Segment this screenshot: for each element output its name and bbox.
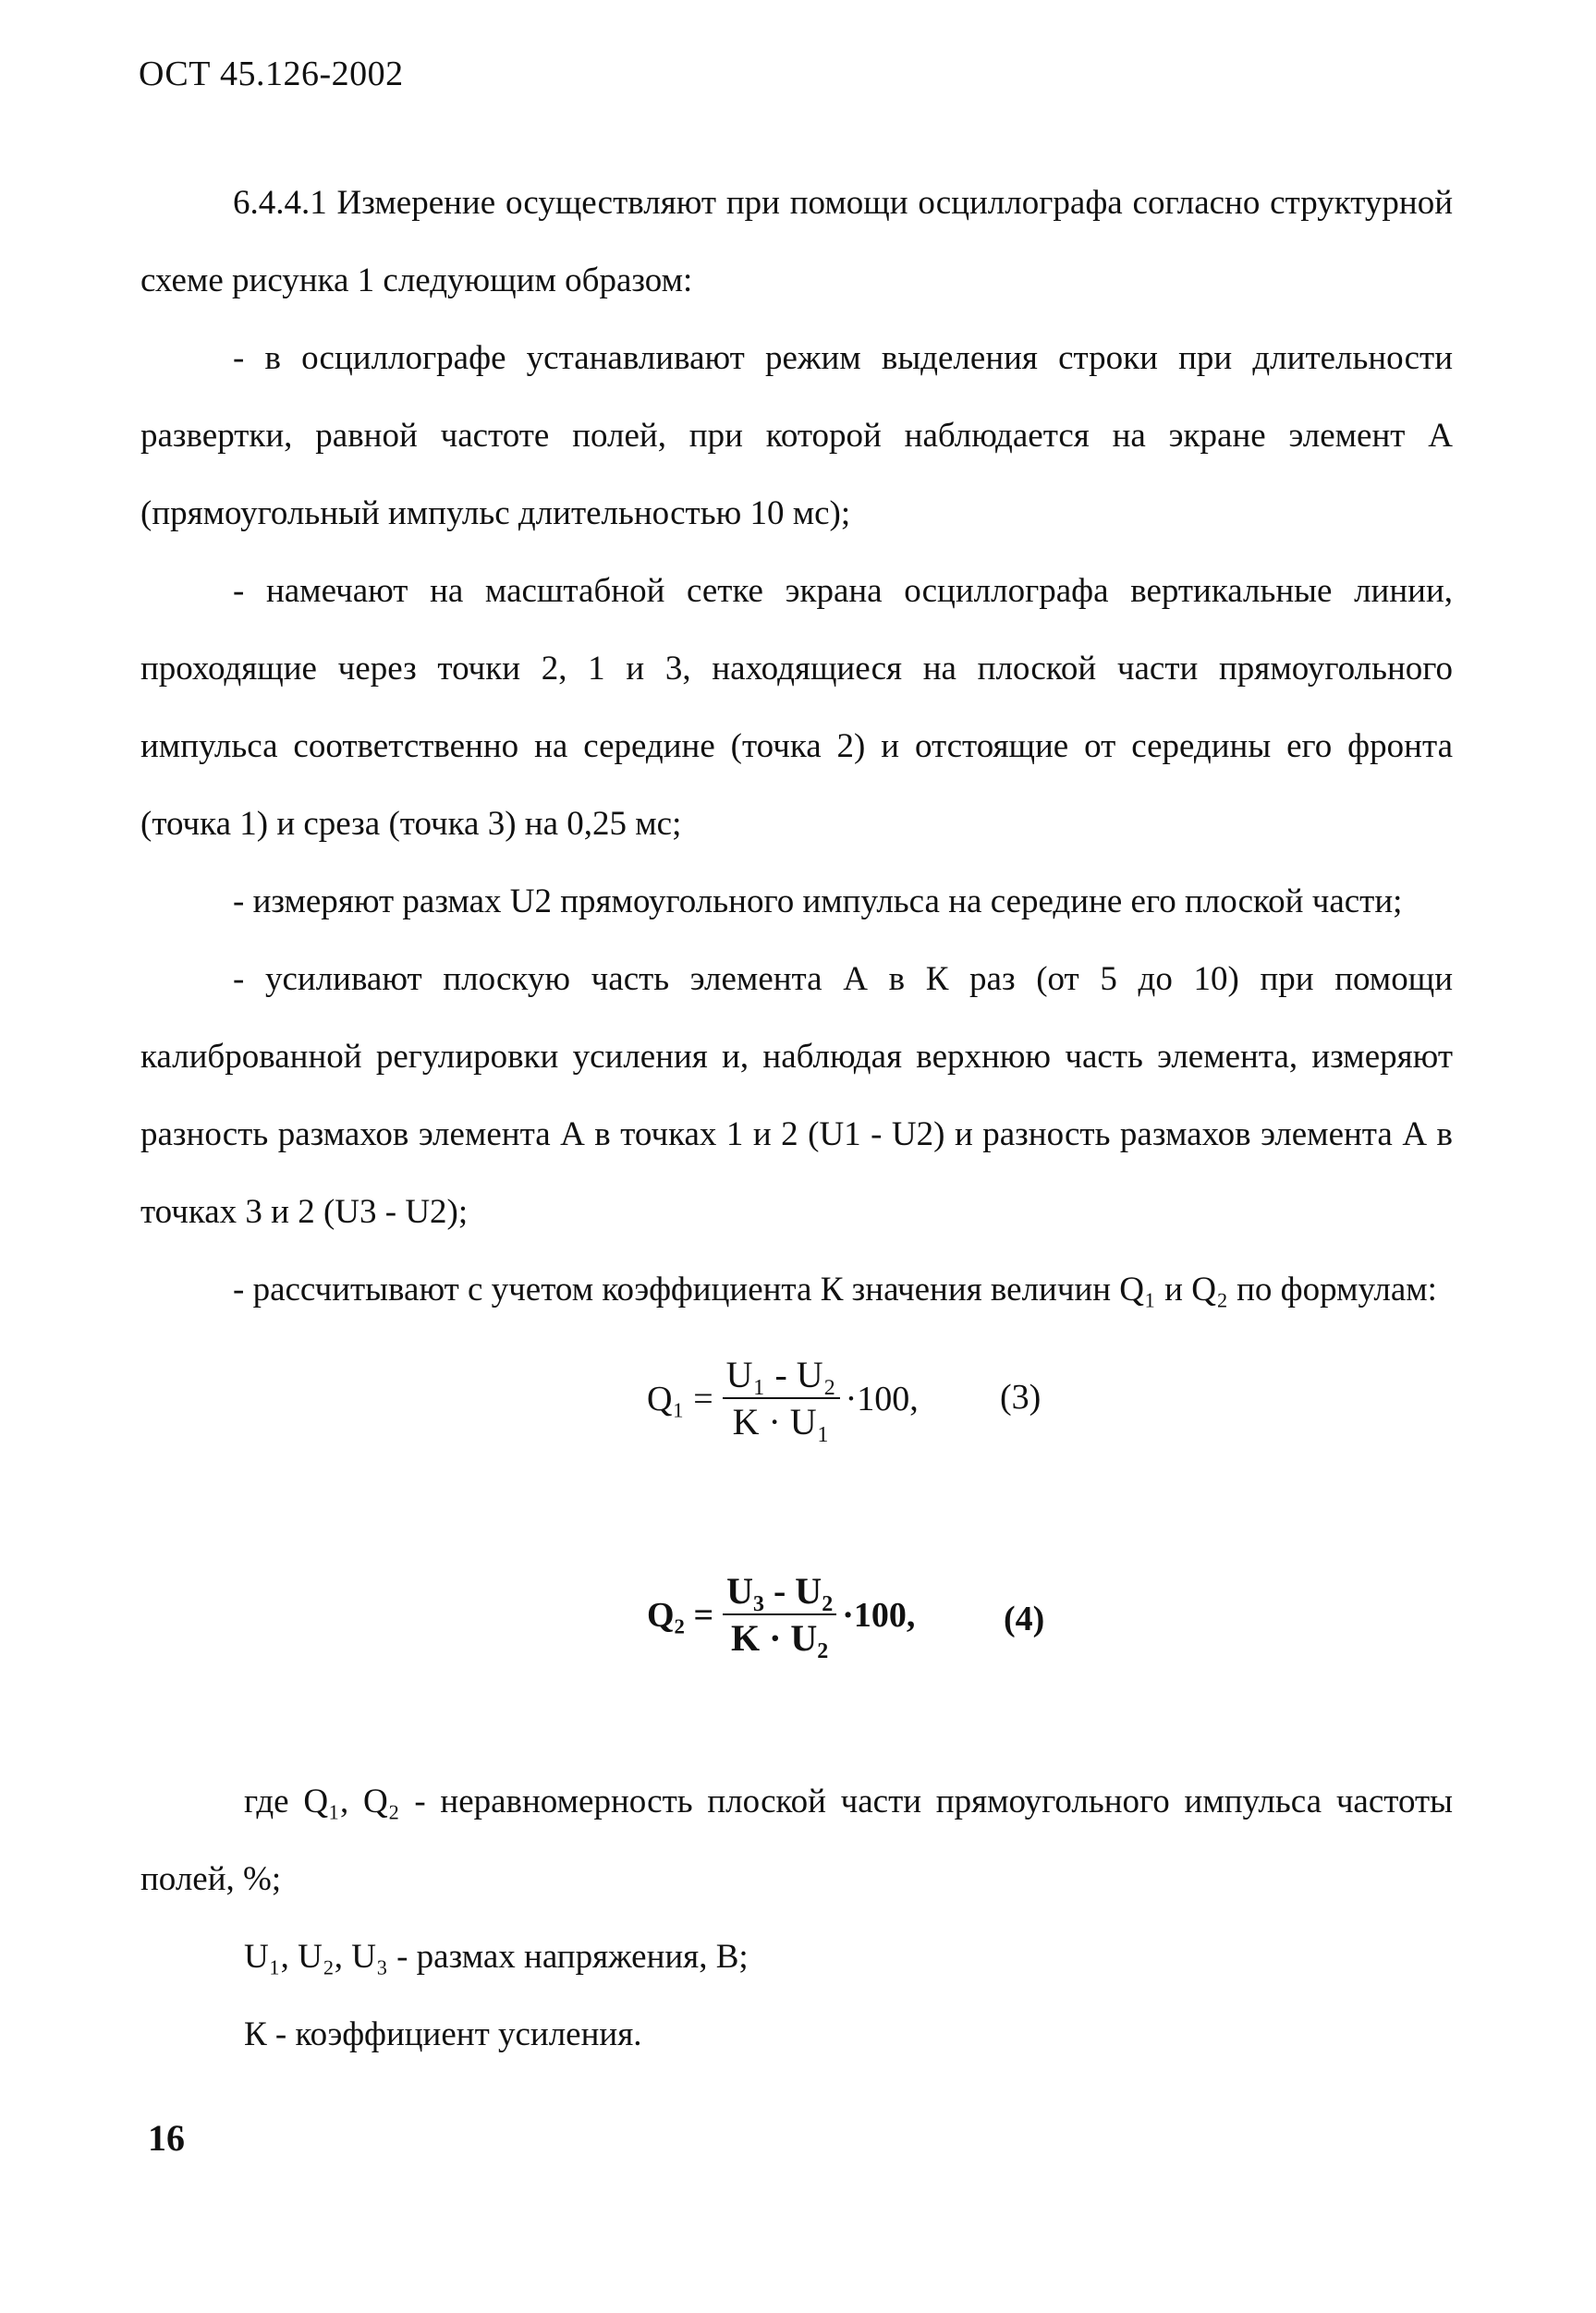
step-mark-lines [140, 553, 1453, 863]
step-calculate [140, 1251, 1453, 1329]
formula-3-lhs: Q₁ = [647, 1380, 713, 1418]
formula-4 [647, 1571, 915, 1660]
paragraph-text: - в осциллографе устанавливают режим выделения строки при длительности развертки, равной частоте полей, при которой наблюдается на экране элемент А (прямоугольный импульс длительностью 10 мс); [140, 339, 1453, 532]
step-set-mode [140, 320, 1453, 553]
paragraph-text: 6.4.4.1 Измерение осуществляют при помощи осциллографа согласно структурной схеме рисунка 1 следующим образом: [140, 184, 1453, 299]
paragraph-6-4-4-1 [140, 164, 1453, 320]
formula-3-denominator: K · U₁ [732, 1401, 830, 1443]
step-amplify [140, 941, 1453, 1251]
paragraph-text: - измеряют размах U2 прямоугольного импульса на середине его плоской части; [233, 883, 1403, 920]
paragraph-text: - намечают на масштабной сетке экрана осциллографа вертикальные линии, проходящие через точки 2, 1 и 3, находящиеся на плоской части прямоугольного импульса соответственно на середине (точка 2) и отстоящие от середины его фронта (точка 1) и среза (точка 3) на 0,25 мс; [140, 572, 1453, 843]
step-measure-u2 [140, 863, 1453, 941]
definition-q [140, 1763, 1453, 1918]
formula-4-lhs: Q₂ = [647, 1596, 714, 1635]
definition-k: К - коэффициент усиления. [244, 2015, 642, 2053]
formula-3-fraction [723, 1355, 840, 1443]
formula-4-multiplier: ·100, [842, 1596, 916, 1635]
formula-3-multiplier: ·100, [845, 1380, 919, 1418]
formula-3-numerator: U₁ - U₂ [723, 1355, 840, 1399]
formula-4-number: (4) [1004, 1600, 1045, 1638]
page-number: 16 [148, 2117, 185, 2159]
document-code: ОСТ 45.126-2002 [139, 55, 404, 93]
formula-4-numerator: U₃ - U₂ [723, 1571, 836, 1615]
formula-4-denominator: K · U₂ [730, 1617, 829, 1659]
formula-4-fraction [723, 1571, 836, 1660]
paragraph-text: - усиливают плоскую часть элемента А в К раз (от 5 до 10) при помощи калиброванной регулировки усиления и, наблюдая верхнюю часть элемента, измеряют разность размахов элемента А в точках 1 и 2 (U1 - U2) и разность размахов элемента А в точках 3 и 2 (U3 - U2); [140, 960, 1453, 1231]
formula-3 [647, 1355, 919, 1443]
formula-3-number: (3) [1000, 1378, 1042, 1417]
definition-q-text: где Q₁, Q₂ - неравномерность плоской части прямоугольного импульса частоты полей, %; [140, 1783, 1453, 1898]
paragraph-text: - рассчитывают с учетом коэффициента К значения величин Q₁ и Q₂ по формулам: [233, 1271, 1437, 1309]
definition-u: U₁, U₂, U₃ - размах напряжения, В; [244, 1938, 749, 1976]
